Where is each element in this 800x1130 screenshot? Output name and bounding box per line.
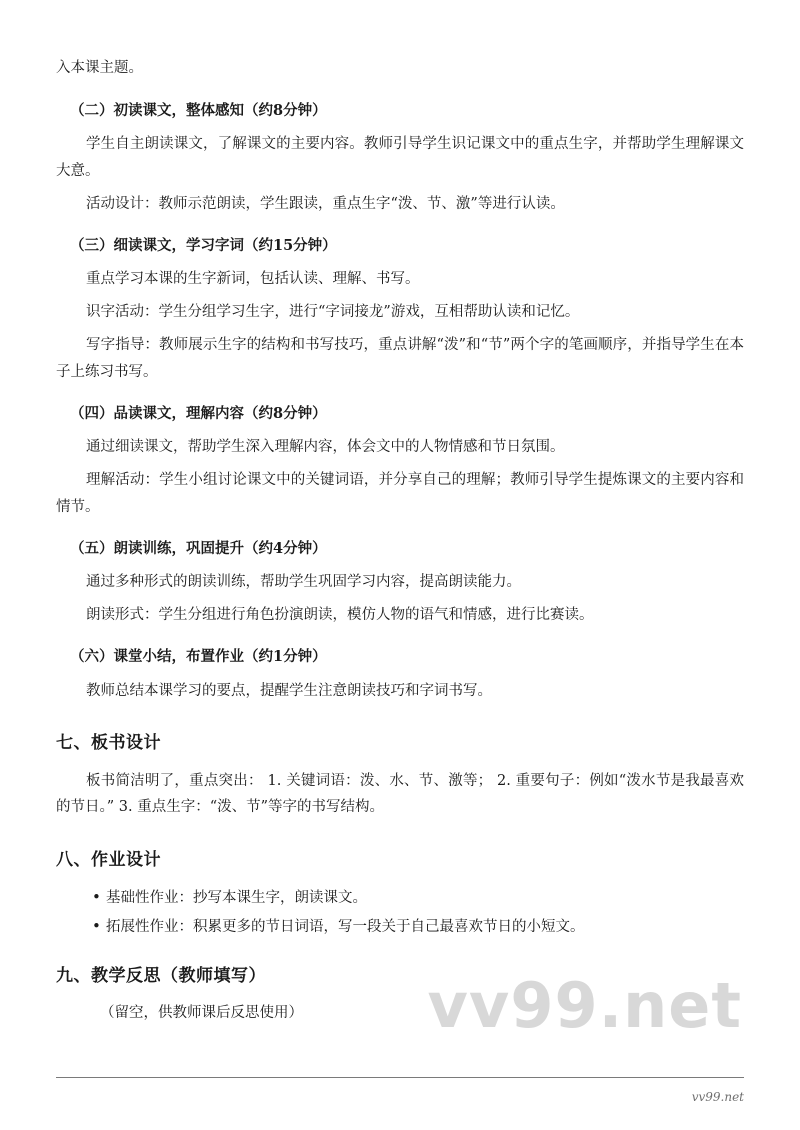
- list-item: • 拓展性作业：积累更多的节日词语，写一段关于自己最喜欢节日的小短文。: [92, 913, 744, 941]
- paragraph: 写字指导：教师展示生字的结构和书写技巧，重点讲解“泼”和“节”两个字的笔画顺序，并指导学生在本子上练习书写。: [56, 336, 744, 380]
- paragraph: 教师总结本课学习的要点，提醒学生注意朗读技巧和字词书写。: [86, 682, 492, 699]
- subsection-heading-6: （六）课堂小结，布置作业（约1分钟）: [70, 647, 327, 665]
- watermark: vv99.net: [427, 969, 742, 1042]
- paragraph: 识字活动：学生分组学习生字，进行“字词接龙”游戏，互相帮助认读和记忆。: [86, 304, 580, 321]
- paragraph: 重点学习本课的生字新词，包括认读、理解、书写。: [86, 271, 420, 288]
- section-heading-eight: 八、作业设计: [56, 850, 161, 871]
- subsection-heading-2: （二）初读课文，整体感知（约8分钟）: [70, 101, 327, 119]
- reflection-note: （留空，供教师课后反思使用）: [100, 1005, 303, 1022]
- homework-list: [56, 884, 744, 941]
- paragraph: 通过细读课文，帮助学生深入理解内容，体会文中的人物情感和节日氛围。: [86, 439, 565, 456]
- subsection-heading-4: （四）品读课文，理解内容（约8分钟）: [70, 404, 327, 422]
- paragraph: 板书简洁明了，重点突出： 1. 关键词语：泼、水、节、激等； 2. 重要句子：例如“泼水节是我最喜欢的节日。” 3. 重点生字：“泼、节”等字的书写结构。: [56, 772, 744, 816]
- subsection-heading-5: （五）朗读训练，巩固提升（约4分钟）: [70, 539, 327, 557]
- footer-divider: [56, 1077, 744, 1078]
- subsection-heading-3: （三）细读课文，学习字词（约15分钟）: [70, 236, 337, 254]
- section-heading-nine: 九、教学反思（教师填写）: [56, 965, 266, 986]
- section-heading-seven: 七、板书设计: [56, 733, 161, 754]
- paragraph: 理解活动：学生小组讨论课文中的关键词语，并分享自己的理解；教师引导学生提炼课文的主要内容和情节。: [56, 472, 744, 515]
- continuation-line: 入本课主题。: [56, 60, 143, 76]
- paragraph: 活动设计：教师示范朗读，学生跟读，重点生字“泼、节、激”等进行认读。: [86, 195, 565, 212]
- document-content: [56, 56, 744, 1026]
- paragraph: 学生自主朗读课文，了解课文的主要内容。教师引导学生识记课文中的重点生字，并帮助学生理解课文大意。: [56, 136, 744, 180]
- paragraph: 通过多种形式的朗读训练，帮助学生巩固学习内容，提高朗读能力。: [86, 574, 521, 591]
- list-item: • 基础性作业：抄写本课生字，朗读课文。: [92, 884, 744, 912]
- footer-site-label: vv99.net: [691, 1090, 744, 1104]
- paragraph: 朗读形式：学生分组进行角色扮演朗读，模仿人物的语气和情感，进行比赛读。: [86, 607, 594, 624]
